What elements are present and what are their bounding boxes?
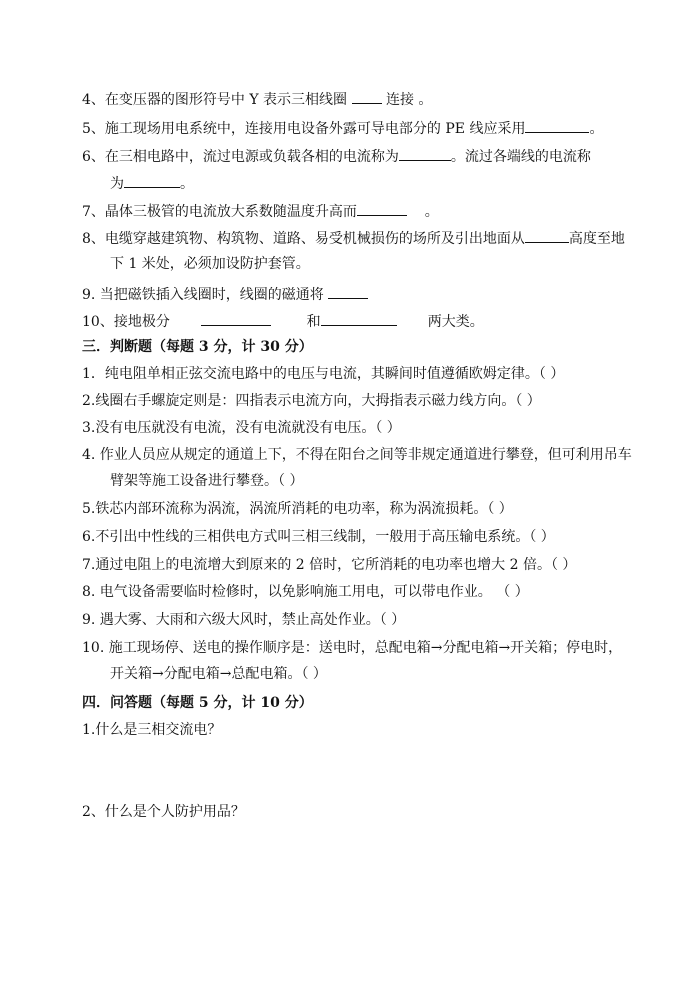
answer-blank[interactable] bbox=[124, 173, 180, 188]
judge-item-continued: 臂架等施工设备进行攀登。（ ） bbox=[110, 473, 304, 489]
judge-item: 7.通过电阻上的电流增大到原来的 2 倍时，它所消耗的电功率也增大 2 倍。（ ） bbox=[82, 557, 577, 573]
judge-item: 10. 施工现场停、送电的操作顺序是：送电时，总配电箱→分配电箱→开关箱；停电时， bbox=[82, 640, 623, 656]
judge-item: 2.线圈右手螺旋定则是：四指表示电流方向，大拇指表示磁力线方向。（ ） bbox=[82, 393, 541, 409]
fill-in-item-10: 10、接地极分 和 两大类。 bbox=[82, 311, 484, 331]
qa-question: 2、什么是个人防护用品？ bbox=[82, 804, 245, 820]
fill-in-item-7: 7、晶体三极管的电流放大系数随温度升高而 。 bbox=[82, 201, 439, 221]
judge-item: 1．纯电阻单相正弦交流电路中的电压与电流，其瞬间时值遵循欧姆定律。（ ） bbox=[82, 366, 565, 382]
answer-blank[interactable] bbox=[525, 118, 589, 133]
answer-blank[interactable] bbox=[201, 311, 271, 326]
judge-item: 9. 遇大雾、大雨和六级大风时，禁止高处作业。（ ） bbox=[82, 612, 406, 628]
section-heading-qa: 四．问答题（每题 5 分，计 10 分） bbox=[82, 695, 313, 711]
judge-item: 3.没有电压就没有电流，没有电流就没有电压。（ ） bbox=[82, 420, 401, 436]
fill-in-item-6-continued: 为 。 bbox=[110, 173, 194, 193]
answer-blank[interactable] bbox=[357, 201, 407, 216]
fill-in-item-9: 9. 当把磁铁插入线圈时，线圈的磁通将 bbox=[82, 284, 368, 304]
answer-blank[interactable] bbox=[399, 146, 451, 161]
answer-blank[interactable] bbox=[352, 89, 382, 104]
fill-in-item-8-continued: 下 1 米处，必须加设防护套管。 bbox=[110, 256, 310, 272]
fill-in-item-8: 8、电缆穿越建筑物、构筑物、道路、易受机械损伤的场所及引出地面从 高度至地 bbox=[82, 228, 625, 248]
fill-in-item-6: 6、在三相电路中，流过电源或负载各相的电流称为 。流过各端线的电流称 bbox=[82, 146, 591, 166]
judge-item: 5.铁芯内部环流称为涡流，涡流所消耗的电功率，称为涡流损耗。（ ） bbox=[82, 501, 513, 517]
judge-item: 6.不引出中性线的三相供电方式叫三相三线制，一般用于高压输电系统。（ ） bbox=[82, 529, 555, 545]
answer-blank[interactable] bbox=[321, 311, 397, 326]
fill-in-item-4: 4、在变压器的图形符号中 Y 表示三相线圈 连接 。 bbox=[82, 89, 432, 109]
answer-blank[interactable] bbox=[525, 228, 569, 243]
judge-item: 8. 电气设备需要临时检修时，以免影响施工用电，可以带电作业。 （ ） bbox=[82, 584, 529, 600]
answer-blank[interactable] bbox=[328, 284, 368, 299]
fill-in-item-5: 5、施工现场用电系统中，连接用电设备外露可导电部分的 PE 线应采用 。 bbox=[82, 118, 603, 138]
judge-item: 4. 作业人员应从规定的通道上下，不得在阳台之间等非规定通道进行攀登，但可利用吊车 bbox=[82, 447, 632, 463]
qa-question: 1.什么是三相交流电？ bbox=[82, 722, 222, 738]
judge-item-continued: 开关箱→分配电箱→总配电箱。（ ） bbox=[110, 666, 327, 682]
section-heading-judgement: 三．判断题（每题 3 分，计 30 分） bbox=[82, 339, 313, 355]
